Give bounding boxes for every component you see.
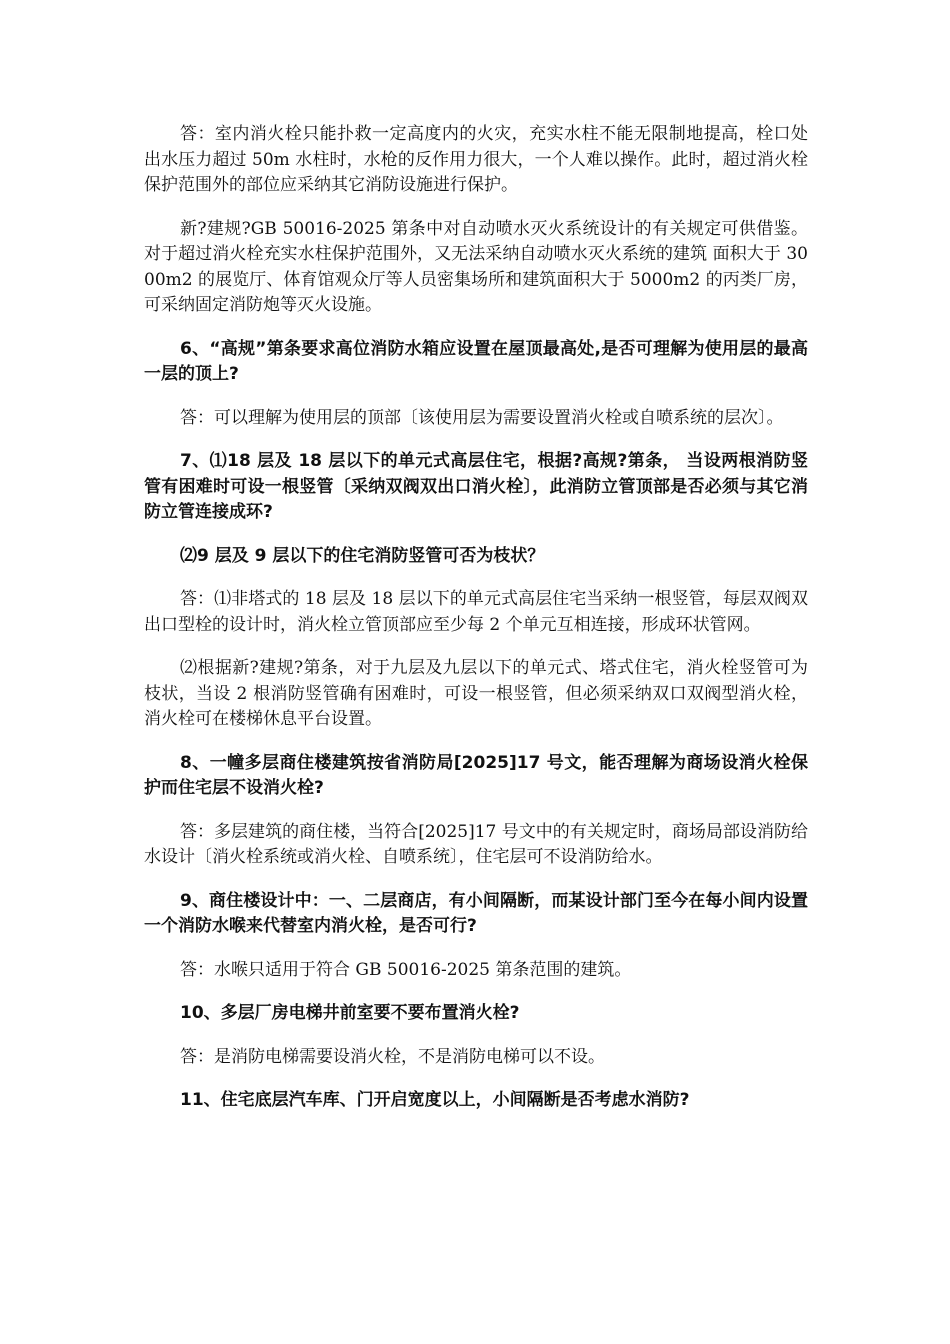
paragraph-answer: 答：可以理解为使用层的顶部〔该使用层为需要设置消火栓或自喷系统的层次〕。 [180, 407, 784, 428]
question-heading: 9、商住楼设计中：一、二层商店，有小间隔断，而某设计部门至今在每小间内设置一个消防水喉来代替室内消火栓，是否可行? [144, 890, 808, 936]
paragraph-answer: 答：是消防电梯需要设消火栓，不是消防电梯可以不设。 [180, 1046, 605, 1067]
question-heading: 7、⑴18 层及 18 层以下的单元式高层住宅，根据?高规?第条， 当设两根消防竖管有困难时可设一根竖管〔采纳双阀双出口消火栓〕，此消防立管顶部是否必须与其它消防立管连接成环? [144, 451, 808, 522]
document-body [144, 122, 808, 1114]
question-heading: ⑵9 层及 9 层以下的住宅消防竖管可否为枝状？ [180, 545, 545, 566]
question-heading: 10、多层厂房电梯井前室要不要布置消火栓? [180, 1003, 520, 1023]
paragraph-answer: 答：室内消火栓只能扑救一定高度内的火灾，充实水柱不能无限制地提高，栓口处出水压力超过 50m 水柱时，水枪的反作用力很大，一个人难以操作。此时，超过消火栓保护范围外的部位应采纳其它消防设施进行保护。 [144, 124, 808, 195]
question-heading: 6、“高规”第条要求高位消防水箱应设置在屋顶最高处,是否可理解为使用层的最高一层的顶上? [144, 338, 808, 384]
paragraph-answer: 新?建规?GB 50016-2025 第条中对自动喷水灭火系统设计的有关规定可供借鉴。对于超过消火栓充实水柱保护范围外，又无法采纳自动喷水灭火系统的建筑 面积大于 3000m2 的展览厅、体育馆观众厅等人员密集场所和建筑面积大于 5000m2 的丙类厂房，可采纳固定消防炮等灭火设施。 [144, 218, 808, 315]
paragraph-answer: 答：水喉只适用于符合 GB 50016-2025 第条范围的建筑。 [180, 959, 632, 980]
question-heading: 8、一幢多层商住楼建筑按省消防局[2025]17 号文，能否理解为商场设消火栓保护而住宅层不设消火栓? [144, 752, 808, 798]
paragraph-answer: 答：⑴非塔式的 18 层及 18 层以下的单元式高层住宅当采纳一根竖管，每层双阀双出口型栓的设计时，消火栓立管顶部应至少每 2 个单元互相连接，形成环状管网。 [144, 589, 808, 635]
paragraph-answer: 答：多层建筑的商住楼，当符合[2025]17 号文中的有关规定时，商场局部设消防给水设计〔消火栓系统或消火栓、自喷系统〕，住宅层可不设消防给水。 [144, 821, 808, 867]
paragraph-answer: ⑵根据新?建规?第条，对于九层及九层以下的单元式、塔式住宅，消火栓竖管可为枝状，当设 2 根消防竖管确有困难时，可设一根竖管，但必须采纳双口双阀型消火栓，消火栓可在楼梯休息平台设置。 [144, 658, 808, 729]
question-heading: 11、住宅底层汽车库、门开启宽度以上，小间隔断是否考虑水消防? [180, 1090, 690, 1110]
